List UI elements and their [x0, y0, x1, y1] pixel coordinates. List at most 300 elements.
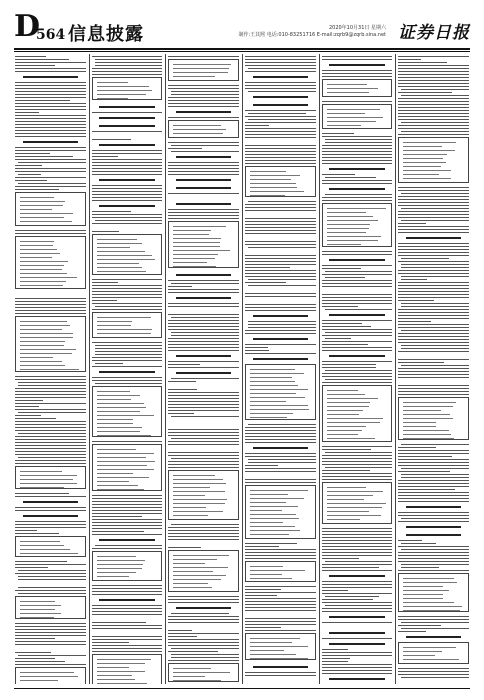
data-table: [15, 596, 86, 619]
table-row: [97, 572, 136, 573]
announcement-heading: [329, 616, 384, 618]
text-line: [325, 139, 393, 140]
text-line: [322, 537, 393, 538]
text-line: [95, 65, 163, 66]
text-line: [92, 611, 163, 612]
text-line: [92, 211, 131, 212]
text-line: [15, 121, 86, 122]
text-line: [398, 674, 469, 675]
announcement-heading: [406, 636, 461, 638]
table-row: [97, 329, 152, 330]
table-row: [97, 86, 149, 87]
text-line: [168, 329, 239, 330]
data-table: [168, 470, 239, 520]
text-line: [92, 171, 163, 172]
text-line: [168, 162, 239, 163]
text-line: [171, 283, 239, 284]
text-line: [168, 533, 239, 534]
table-row: [97, 457, 146, 458]
announcement-heading: [99, 205, 154, 207]
text-line: [322, 160, 393, 161]
table-row: [403, 154, 446, 155]
text-line: [322, 540, 393, 541]
text-line: [245, 293, 316, 294]
table-row: [250, 654, 296, 655]
table-row: [250, 514, 296, 515]
table-row: [403, 162, 445, 163]
text-line: [401, 306, 469, 307]
announcement-heading: [253, 338, 308, 340]
table-row: [250, 409, 309, 410]
table-row: [173, 503, 225, 504]
table-row: [173, 587, 212, 588]
announcement-heading: [253, 666, 308, 668]
table-row: [97, 271, 146, 272]
text-line: [398, 116, 469, 117]
text-line: [15, 71, 86, 72]
table-row: [327, 244, 361, 245]
text-line: [245, 621, 316, 622]
table-row: [20, 471, 62, 472]
text-line: [171, 94, 239, 95]
data-table: [398, 137, 469, 183]
text-line: [248, 321, 316, 322]
text-line: [245, 270, 316, 271]
data-table: [245, 561, 316, 582]
text-line: [401, 208, 469, 209]
text-line: [15, 629, 86, 630]
table-row: [327, 232, 366, 233]
text-line: [15, 133, 86, 134]
text-line: [322, 473, 393, 474]
text-line: [92, 200, 163, 201]
text-line: [168, 636, 197, 637]
text-line: [92, 185, 163, 186]
table-row: [403, 655, 435, 656]
text-line: [168, 645, 239, 646]
text-line: [322, 251, 393, 252]
text-line: [92, 585, 163, 586]
table-row: [250, 389, 308, 390]
table-row: [327, 438, 375, 439]
text-line: [92, 279, 163, 280]
table-row: [20, 333, 73, 334]
table-row: [403, 422, 436, 423]
text-line: [322, 382, 393, 383]
text-line: [398, 246, 469, 247]
text-line: [15, 635, 86, 636]
text-line: [322, 350, 393, 351]
text-line: [322, 265, 393, 266]
text-line: [95, 354, 163, 355]
text-line: [245, 65, 316, 66]
table-row: [173, 242, 219, 243]
text-line: [171, 151, 239, 152]
table-row: [327, 212, 367, 213]
text-line: [322, 622, 393, 623]
text-line: [322, 341, 393, 342]
text-line: [398, 80, 469, 81]
text-line: [398, 351, 469, 352]
table-row: [20, 672, 74, 673]
text-line: [171, 613, 228, 614]
text-line: [398, 561, 469, 562]
text-line: [398, 249, 469, 250]
table-row: [97, 251, 145, 252]
text-line: [15, 415, 41, 416]
table-row: [250, 405, 308, 406]
text-line: [401, 365, 469, 366]
text-line: [398, 374, 469, 375]
table-row: [250, 650, 284, 651]
text-line: [95, 383, 163, 384]
table-row: [20, 605, 61, 606]
text-line: [322, 608, 393, 609]
text-line: [398, 495, 469, 496]
table-row: [97, 477, 150, 478]
text-line: [325, 467, 393, 468]
text-line: [245, 439, 316, 440]
text-line: [168, 209, 239, 210]
table-row: [250, 658, 308, 659]
text-line: [322, 449, 371, 450]
table-row: [173, 571, 213, 572]
text-line: [245, 233, 316, 234]
text-line: [15, 310, 86, 311]
text-line: [398, 205, 469, 206]
text-line: [322, 673, 393, 674]
text-line: [168, 398, 239, 399]
text-line: [398, 501, 469, 502]
text-line: [92, 651, 163, 652]
announcement-heading: [176, 203, 231, 205]
text-line: [15, 658, 55, 659]
text-line: [322, 581, 393, 582]
text-line: [15, 394, 86, 395]
table-row: [403, 586, 443, 587]
text-line: [18, 433, 86, 434]
table-row: [327, 434, 359, 435]
text-line: [92, 68, 163, 69]
text-line: [92, 159, 163, 160]
text-line: [398, 190, 469, 191]
text-line: [245, 157, 316, 158]
text-line: [168, 306, 239, 307]
text-line: [245, 137, 316, 138]
text-line: [398, 261, 469, 262]
announcement-heading: [329, 678, 384, 680]
table-row: [327, 109, 380, 110]
text-line: [322, 306, 358, 307]
table-row: [20, 680, 58, 681]
data-table: [322, 203, 393, 247]
text-line: [171, 438, 239, 439]
text-line: [15, 632, 86, 633]
table-row: [20, 197, 54, 198]
table-row: [327, 84, 367, 85]
text-line: [401, 622, 469, 623]
table-row: [327, 224, 370, 225]
text-line: [398, 62, 446, 63]
text-line: [92, 594, 163, 595]
column-divider: [165, 54, 166, 684]
text-line: [245, 307, 316, 308]
text-line: [401, 131, 469, 132]
text-line: [168, 536, 239, 537]
text-line: [401, 122, 469, 123]
table-row: [97, 98, 129, 99]
data-table: [398, 642, 469, 664]
text-line: [18, 183, 86, 184]
text-line: [322, 546, 393, 547]
text-line: [322, 567, 379, 568]
table-row: [20, 281, 66, 282]
text-line: [168, 103, 239, 104]
text-line: [398, 83, 469, 84]
text-line: [322, 274, 393, 275]
text-line: [15, 403, 86, 404]
text-line: [398, 450, 469, 451]
announcement-heading: [406, 534, 461, 536]
table-row: [173, 559, 216, 560]
table-row: [250, 518, 299, 519]
data-table: [92, 551, 163, 581]
text-line: [398, 555, 469, 556]
table-row: [403, 158, 442, 159]
text-line: [92, 165, 163, 166]
text-line: [168, 218, 239, 219]
text-line: [401, 89, 469, 90]
text-line: [245, 122, 316, 123]
table-row: [250, 638, 300, 639]
text-line: [248, 91, 316, 92]
text-line: [245, 427, 316, 428]
table-row: [403, 434, 450, 435]
text-line: [322, 303, 393, 304]
text-line: [245, 618, 316, 619]
text-line: [322, 323, 362, 324]
table-row: [20, 253, 60, 254]
text-line: [245, 555, 316, 556]
announcement-heading: [253, 358, 308, 360]
text-line: [322, 373, 393, 374]
table-row: [97, 461, 156, 462]
table-row: [20, 205, 63, 206]
text-line: [15, 623, 86, 624]
announcement-heading: [253, 447, 308, 449]
text-line: [322, 101, 393, 102]
table-row: [403, 146, 442, 147]
table-row: [250, 534, 289, 535]
table-row: [403, 659, 459, 660]
text-line: [245, 296, 316, 297]
announcement-heading: [99, 125, 154, 127]
text-line: [325, 332, 393, 333]
text-line: [322, 602, 393, 603]
table-row: [20, 676, 78, 677]
data-table: [245, 364, 316, 420]
text-line: [18, 412, 86, 413]
table-row: [173, 230, 210, 231]
text-line: [15, 397, 86, 398]
text-line: [322, 297, 393, 298]
table-row: [97, 556, 137, 557]
text-line: [398, 377, 469, 378]
text-line: [15, 65, 55, 66]
text-line: [92, 291, 163, 292]
text-line: [168, 320, 239, 321]
text-line: [401, 95, 469, 96]
text-line: [398, 631, 425, 632]
text-line: [245, 592, 316, 593]
text-line: [245, 586, 316, 587]
text-line: [92, 168, 163, 169]
text-line: [15, 127, 86, 128]
text-line: [15, 304, 86, 305]
text-line: [92, 194, 163, 195]
text-line: [15, 439, 86, 440]
text-line: [322, 638, 393, 639]
text-line: [245, 128, 316, 129]
text-line: [245, 59, 316, 60]
table-row: [403, 418, 453, 419]
text-line: [168, 432, 239, 433]
text-line: [248, 279, 316, 280]
text-line: [168, 441, 239, 442]
text-line: [15, 301, 86, 302]
text-line: [322, 667, 393, 668]
text-line: [18, 587, 86, 588]
text-line: [398, 385, 469, 386]
table-row: [327, 511, 369, 512]
text-line: [15, 626, 86, 627]
text-line: [398, 388, 469, 389]
table-row: [250, 171, 286, 172]
text-line: [168, 97, 239, 98]
text-line: [322, 300, 393, 301]
table-row: [250, 502, 286, 503]
table-row: [250, 393, 296, 394]
text-line: [18, 570, 86, 571]
text-line: [401, 567, 439, 568]
table-row: [403, 582, 457, 583]
table-row: [250, 490, 308, 491]
text-line: [15, 136, 86, 137]
text-line: [168, 361, 239, 362]
table-row: [97, 481, 129, 482]
data-table: [245, 166, 316, 197]
text-line: [322, 479, 393, 480]
text-line: [92, 513, 163, 514]
text-line: [168, 413, 194, 414]
text-line: [92, 380, 163, 381]
announcement-heading: [99, 106, 154, 108]
text-line: [171, 416, 239, 417]
table-row: [20, 545, 64, 546]
table-row: [97, 473, 134, 474]
text-line: [322, 590, 349, 591]
text-line: [18, 385, 86, 386]
text-column: [244, 54, 317, 684]
text-line: [168, 404, 239, 405]
footer-rule: [14, 688, 470, 689]
table-row: [20, 365, 65, 366]
text-line: [401, 330, 469, 331]
text-line: [168, 338, 239, 339]
text-line: [248, 113, 306, 114]
table-row: [20, 337, 73, 338]
table-row: [173, 583, 208, 584]
text-line: [168, 174, 239, 175]
text-line: [168, 347, 239, 348]
table-row: [327, 487, 366, 488]
text-line: [322, 154, 393, 155]
announcement-heading: [176, 607, 231, 609]
text-line: [325, 596, 380, 597]
text-line: [248, 68, 316, 69]
text-line: [171, 332, 239, 333]
text-line: [168, 350, 239, 351]
section-letter: D: [14, 9, 41, 44]
text-line: [322, 197, 393, 198]
text-line: [245, 598, 316, 599]
text-line: [245, 630, 316, 631]
table-row: [97, 259, 155, 260]
text-line: [245, 353, 316, 354]
data-table: [245, 485, 316, 539]
text-line: [322, 268, 361, 269]
text-line: [15, 379, 86, 380]
announcement-heading: [329, 355, 384, 357]
text-line: [18, 576, 86, 577]
text-line: [398, 101, 469, 102]
text-line: [92, 357, 163, 358]
table-row: [250, 385, 298, 386]
text-line: [92, 153, 163, 154]
text-column: [397, 54, 470, 684]
table-row: [327, 398, 378, 399]
text-line: [92, 522, 163, 523]
text-line: [398, 315, 469, 316]
announcement-heading: [176, 179, 231, 181]
table-row: [327, 113, 365, 114]
table-row: [20, 257, 52, 258]
table-row: [250, 369, 295, 370]
text-line: [168, 467, 239, 468]
text-line: [398, 119, 469, 120]
text-line: [168, 314, 239, 315]
table-row: [250, 566, 283, 567]
table-row: [327, 515, 381, 516]
text-line: [168, 165, 239, 166]
table-row: [250, 530, 300, 531]
table-row: [97, 431, 140, 432]
text-line: [92, 636, 163, 637]
text-line: [398, 486, 469, 487]
text-line: [15, 561, 67, 562]
text-line: [92, 622, 146, 623]
text-line: [398, 297, 469, 298]
table-row: [97, 564, 144, 565]
table-row: [327, 495, 373, 496]
table-row: [403, 602, 454, 603]
data-table: [322, 104, 393, 129]
text-line: [92, 197, 163, 198]
table-row: [250, 183, 296, 184]
text-line: [245, 304, 316, 305]
text-line: [168, 395, 239, 396]
text-line: [398, 336, 469, 337]
